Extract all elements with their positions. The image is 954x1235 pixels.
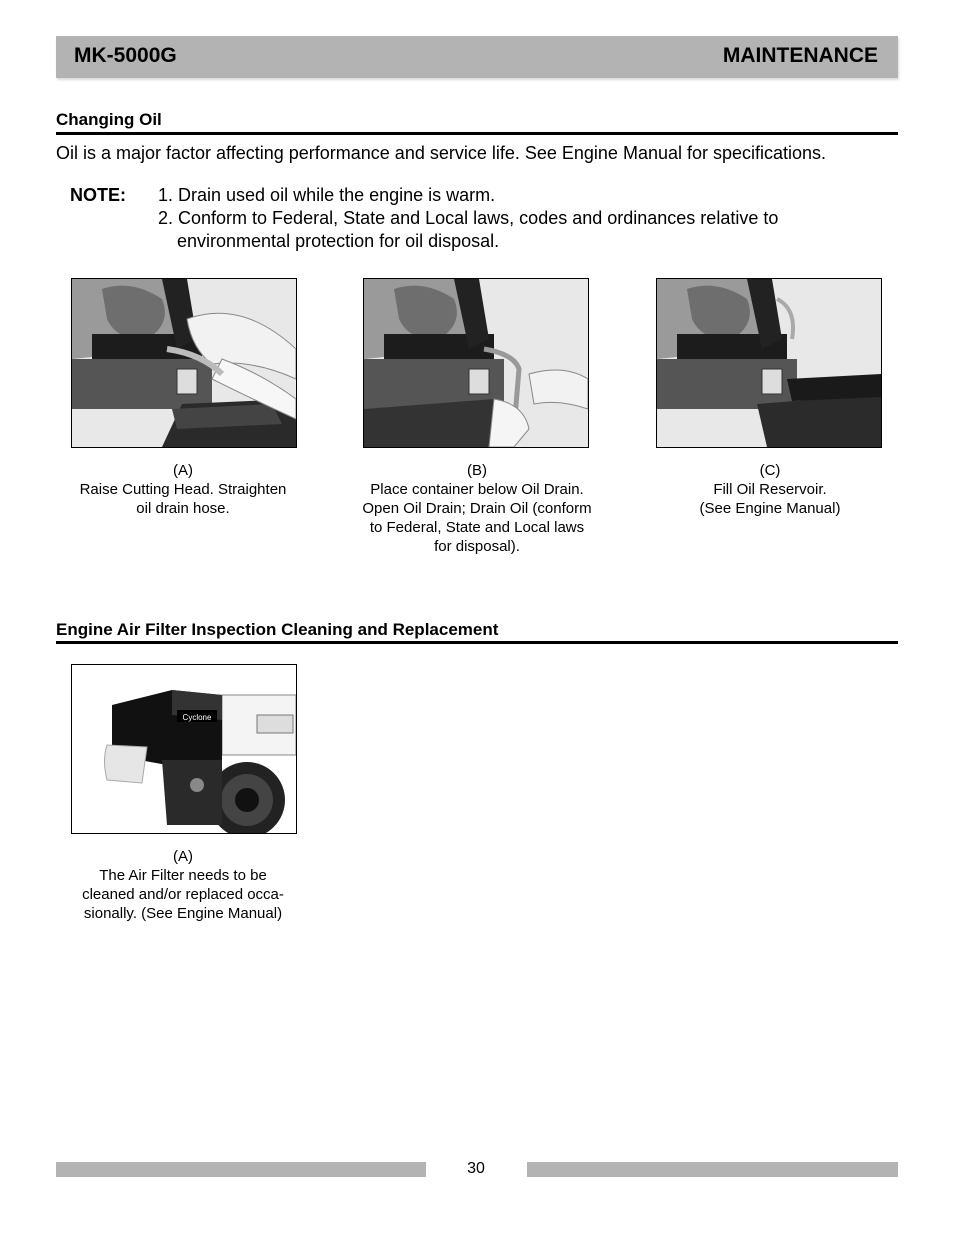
note-item-1: 1. Drain used oil while the engine is warm. [158,185,496,205]
page-header [56,36,898,78]
oil-intro-text: Oil is a major factor affecting performance and service life. See Engine Manual for specifications. [56,143,827,163]
caption-line: (See Engine Manual) [699,500,841,517]
note-item-2: 2. Conform to Federal, State and Local laws, codes and ordinances relative to [158,208,779,228]
caption-letter: (A) [173,462,193,479]
model-name: MK-5000G [74,44,177,67]
caption-letter: (A) [173,848,193,865]
caption-line: Place container below Oil Drain. [370,481,584,498]
svg-text:Cyclone: Cyclone [182,713,212,722]
footer-bar-right [527,1162,898,1177]
caption-line: Raise Cutting Head. Straighten [79,481,287,498]
caption-air-filter [63,847,303,923]
air-filter-heading: Engine Air Filter Inspection Cleaning and Replacement [56,620,499,639]
photo-drain-oil [363,278,589,448]
caption-figure-b [357,461,597,556]
photo-air-filter [71,664,297,834]
caption-line: Open Oil Drain; Drain Oil (conform [362,500,592,517]
caption-line: oil drain hose. [136,500,230,517]
page-number: 30 [467,1160,485,1177]
photo-fill-oil [656,278,882,448]
photo-raise-cutting-head [71,278,297,448]
note-label: NOTE: [70,185,126,205]
footer-bar-left [56,1162,426,1177]
caption-figure-a [63,461,303,518]
caption-figure-c [650,461,890,518]
caption-line: cleaned and/or replaced occa- [82,886,284,903]
section-name: MAINTENANCE [722,44,878,67]
caption-letter: (C) [759,462,781,479]
caption-line: to Federal, State and Local laws [369,519,585,536]
caption-letter: (B) [467,462,487,479]
caption-line: sionally. (See Engine Manual) [83,905,283,922]
caption-line: for disposal). [434,538,520,555]
section-divider [56,132,898,135]
caption-line: Fill Oil Reservoir. [713,481,827,498]
note-item-2-cont: environmental protection for oil disposal. [177,231,500,251]
section-divider [56,641,898,644]
caption-line: The Air Filter needs to be [99,867,267,884]
changing-oil-heading: Changing Oil [56,110,162,129]
